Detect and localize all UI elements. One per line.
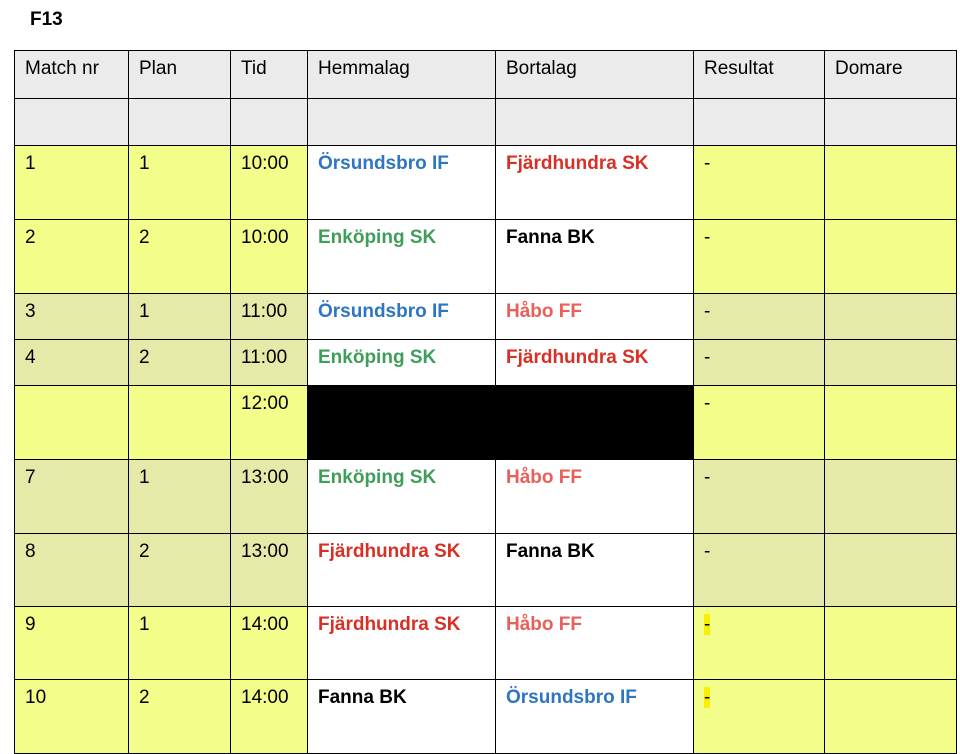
redacted-block	[308, 386, 694, 460]
cell-tid: 13:00	[231, 460, 308, 534]
cell-match-nr: 2	[15, 220, 129, 294]
cell-tid: 14:00	[231, 607, 308, 680]
header-bortalag: Bortalag	[496, 51, 694, 99]
table-row	[15, 680, 957, 754]
cell-bortalag: Håbo FF	[496, 294, 694, 340]
cell-hemmalag: Enköping SK	[308, 460, 496, 534]
cell-tid: 13:00	[231, 534, 308, 607]
cell-hemmalag: Fjärdhundra SK	[308, 607, 496, 680]
cell-plan: 2	[129, 680, 231, 754]
cell-plan: 1	[129, 146, 231, 220]
result-value: -	[704, 687, 711, 708]
cell-tid: 10:00	[231, 220, 308, 294]
cell-resultat	[694, 680, 825, 754]
cell-match-nr: 3	[15, 294, 129, 340]
cell-plan: 1	[129, 294, 231, 340]
cell-bortalag: Fanna BK	[496, 534, 694, 607]
cell-tid: 12:00	[231, 386, 308, 460]
table-row	[15, 340, 957, 386]
cell-domare	[825, 220, 957, 294]
result-value: -	[704, 393, 711, 414]
cell-tid: 11:00	[231, 294, 308, 340]
page-title: F13	[30, 9, 63, 30]
header-tid: Tid	[231, 51, 308, 99]
cell-bortalag: Håbo FF	[496, 460, 694, 534]
header-hemmalag: Hemmalag	[308, 51, 496, 99]
cell-domare	[825, 386, 957, 460]
cell-domare	[825, 340, 957, 386]
cell-resultat	[694, 220, 825, 294]
cell-bortalag: Håbo FF	[496, 607, 694, 680]
cell-hemmalag: Enköping SK	[308, 340, 496, 386]
result-value: -	[704, 153, 711, 174]
cell-tid: 10:00	[231, 146, 308, 220]
cell-plan: 2	[129, 534, 231, 607]
cell-tid: 14:00	[231, 680, 308, 754]
result-value: -	[704, 541, 711, 562]
result-value: -	[704, 614, 711, 635]
cell-hemmalag: Örsundsbro IF	[308, 294, 496, 340]
cell-plan: 1	[129, 460, 231, 534]
cell-match-nr: 8	[15, 534, 129, 607]
cell-hemmalag: Örsundsbro IF	[308, 146, 496, 220]
cell-domare	[825, 607, 957, 680]
table-row	[15, 146, 957, 220]
result-value: -	[704, 347, 711, 368]
table-row	[15, 220, 957, 294]
cell-bortalag: Fjärdhundra SK	[496, 340, 694, 386]
cell-resultat	[694, 340, 825, 386]
cell-domare	[825, 460, 957, 534]
cell-bortalag: Örsundsbro IF	[496, 680, 694, 754]
cell-hemmalag: Fjärdhundra SK	[308, 534, 496, 607]
result-value: -	[704, 467, 711, 488]
table-row	[15, 534, 957, 607]
result-value: -	[704, 301, 711, 322]
header-plan: Plan	[129, 51, 231, 99]
cell-bortalag: Fjärdhundra SK	[496, 146, 694, 220]
cell-plan: 2	[129, 220, 231, 294]
header-match-nr: Match nr	[15, 51, 129, 99]
cell-resultat	[694, 460, 825, 534]
result-value: -	[704, 227, 711, 248]
cell-match-nr: 7	[15, 460, 129, 534]
cell-resultat	[694, 534, 825, 607]
cell-domare	[825, 294, 957, 340]
empty-row	[15, 99, 957, 146]
header-domare: Domare	[825, 51, 957, 99]
cell-bortalag: Fanna BK	[496, 220, 694, 294]
cell-match-nr: 1	[15, 146, 129, 220]
cell-match-nr: 10	[15, 680, 129, 754]
cell-resultat	[694, 146, 825, 220]
schedule-table	[14, 50, 957, 754]
cell-plan: 2	[129, 340, 231, 386]
table-row	[15, 386, 957, 460]
cell-tid: 11:00	[231, 340, 308, 386]
cell-hemmalag: Fanna BK	[308, 680, 496, 754]
cell-hemmalag: Enköping SK	[308, 220, 496, 294]
cell-domare	[825, 534, 957, 607]
header-resultat: Resultat	[694, 51, 825, 99]
cell-match-nr: 9	[15, 607, 129, 680]
cell-domare	[825, 146, 957, 220]
cell-domare	[825, 680, 957, 754]
cell-resultat	[694, 386, 825, 460]
cell-resultat	[694, 607, 825, 680]
cell-match-nr	[15, 386, 129, 460]
cell-match-nr: 4	[15, 340, 129, 386]
header-row	[15, 51, 957, 99]
cell-plan: 1	[129, 607, 231, 680]
cell-resultat	[694, 294, 825, 340]
table-row	[15, 294, 957, 340]
cell-plan	[129, 386, 231, 460]
table-row	[15, 460, 957, 534]
table-row	[15, 607, 957, 680]
